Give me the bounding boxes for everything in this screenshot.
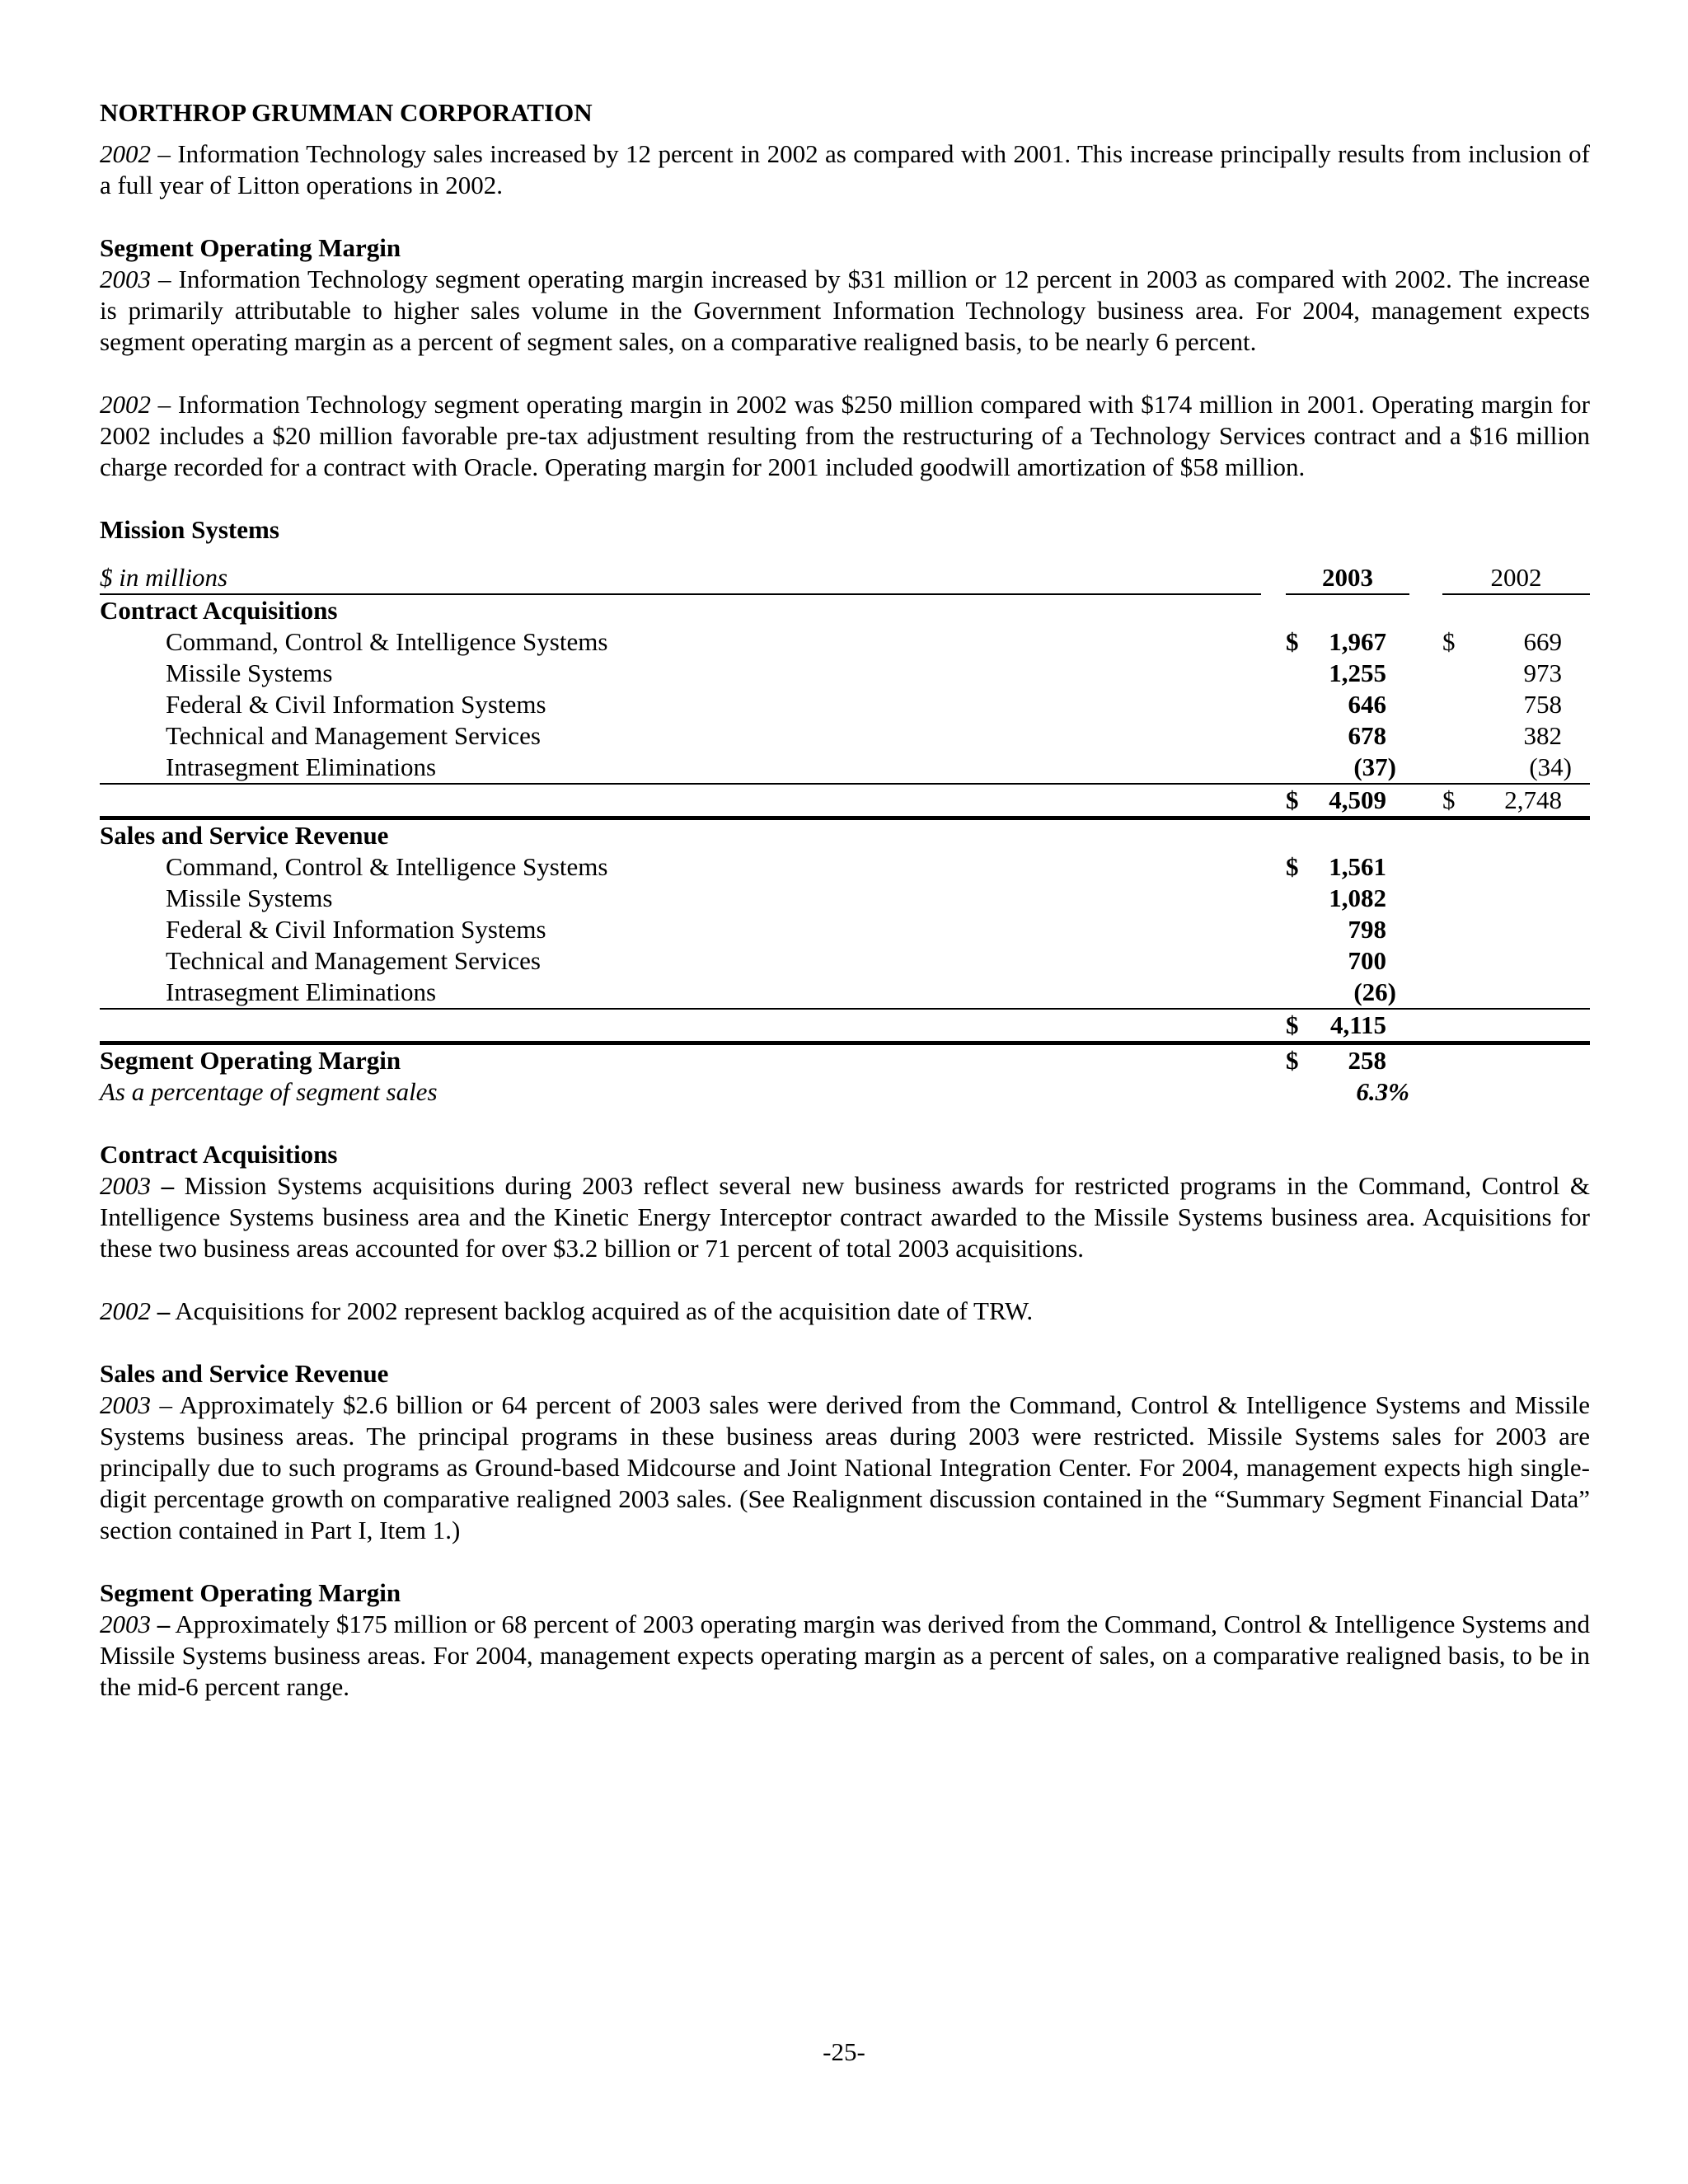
table-header-row bbox=[100, 562, 1590, 594]
currency-symbol bbox=[1286, 883, 1319, 914]
currency-symbol: $ bbox=[1286, 627, 1299, 656]
currency-symbol: $ bbox=[1286, 1046, 1299, 1075]
value-2002: 2,748 bbox=[1475, 784, 1590, 818]
year-label: 2003 bbox=[100, 265, 151, 293]
table-row bbox=[100, 851, 1590, 883]
value-2003: 1,561 bbox=[1329, 852, 1386, 881]
paragraph-text: Mission Systems acquisitions during 2003 reflect several new business awards for restricted programs in the Command, Control & Intelligence Systems business area and the Kinetic Energy Interceptor contract awarded to the Missile Systems business area. Acquisitions for these two business areas accounted for over $3.2 billion or 71 percent of total 2003 acquisitions. bbox=[100, 1171, 1591, 1263]
table-row-label: Intrasegment Eliminations bbox=[100, 752, 1261, 784]
year-label: 2002 bbox=[100, 1296, 151, 1325]
table-margin-row bbox=[100, 1043, 1590, 1077]
table-row-label: Missile Systems bbox=[166, 658, 333, 687]
value-2003: 798 bbox=[1348, 915, 1386, 944]
currency-symbol: $ bbox=[1442, 784, 1475, 818]
acq-paragraph-2002: 2002 – Acquisitions for 2002 represent backlog acquired as of the acquisition date of TRW. bbox=[100, 1296, 1034, 1325]
section-heading: Segment Operating Margin bbox=[100, 233, 401, 262]
paragraph-text: Information Technology segment operating margin in 2002 was $250 million compared with $174 million in 2001. Operating margin for 2002 includes a $20 million favorable pre-tax adjustment resulting from the restructuring of a Technology Services contract and a $16 million charge recorded for a contract with Oracle. Operating margin for 2001 included goodwill amortization of $58 million. bbox=[100, 390, 1591, 481]
table-row-label: Technical and Management Services bbox=[166, 946, 541, 975]
value-2003: 678 bbox=[1348, 721, 1386, 750]
year-label: 2003 bbox=[100, 1610, 151, 1638]
table-section-row bbox=[100, 818, 1590, 852]
table-section-row bbox=[100, 594, 1590, 626]
table-row bbox=[100, 945, 1590, 977]
table-row-label: Federal & Civil Information Systems bbox=[166, 690, 546, 719]
table-row-label: Federal & Civil Information Systems bbox=[166, 915, 546, 944]
value-2002: 382 bbox=[1523, 721, 1562, 750]
currency-symbol bbox=[1286, 977, 1319, 1009]
value-2003: (37) bbox=[1319, 752, 1409, 784]
rev-paragraph-2003: 2003 – Approximately $2.6 billion or 64 percent of 2003 sales were derived from the Command, Control & Intelligence Systems and Missile Systems business areas. The principal programs in these business areas during 2003 were restricted. Missile Systems sales for 2003 are principally due to such programs as Ground-based Midcourse and Joint National Integration Center. For 2004, management expects high single-digit percentage growth on comparative realigned 2003 sales. (See Realignment discussion contained in the “Summary Segment Financial Data” section contained in Part I, Item 1.) bbox=[100, 1390, 1591, 1544]
table-row-label: Segment Operating Margin bbox=[100, 1046, 401, 1075]
section-heading: Contract Acquisitions bbox=[100, 1140, 338, 1169]
currency-symbol: $ bbox=[1286, 1009, 1319, 1043]
paragraph-text: Information Technology segment operating margin increased by $31 million or 12 percent in 2003 as compared with 2002. The increase is primarily attributable to higher sales volume in the Government Information Technology business area. For 2004, management expects segment operating margin as a percent of segment sales, on a comparative realigned basis, to be nearly 6 percent. bbox=[100, 265, 1590, 356]
paragraph-text: Approximately $2.6 billion or 64 percent of 2003 sales were derived from the Command, Control & Intelligence Systems and Missile Systems business areas. The principal programs in these business areas during 2003 were restricted. Missile Systems sales for 2003 are principally due to such programs as Ground-based Midcourse and Joint National Integration Center. For 2004, management expects high single-digit percentage growth on comparative realigned 2003 sales. (See Realignment discussion contained in the “Summary Segment Financial Data” section contained in Part I, Item 1.) bbox=[100, 1390, 1591, 1544]
value-2002: 669 bbox=[1523, 627, 1562, 656]
table-row-label: As a percentage of segment sales bbox=[100, 1077, 438, 1106]
table-row bbox=[100, 914, 1590, 945]
acq-paragraph-2003: 2003 – Mission Systems acquisitions during 2003 reflect several new business awards for restricted programs in the Command, Control & Intelligence Systems business area and the Kinetic Energy Interceptor contract awarded to the Missile Systems business area. Acquisitions for these two business areas accounted for over $3.2 billion or 71 percent of total 2003 acquisitions. bbox=[100, 1171, 1591, 1263]
table-row-label: Command, Control & Intelligence Systems bbox=[166, 852, 608, 881]
currency-symbol bbox=[1286, 945, 1319, 977]
paragraph-text: Approximately $175 million or 68 percent of 2003 operating margin was derived from the Command, Control & Intelligence Systems and Missile Systems business areas. For 2004, management expects operating margin as a percent of sales, on a comparative realigned basis, to be in the mid-6 percent range. bbox=[100, 1610, 1591, 1701]
currency-symbol bbox=[1286, 720, 1319, 752]
margin-paragraph-2003: 2003 – Approximately $175 million or 68 percent of 2003 operating margin was derived from the Command, Control & Intelligence Systems and Missile Systems business areas. For 2004, management expects operating margin as a percent of sales, on a comparative realigned basis, to be in the mid-6 percent range. bbox=[100, 1610, 1591, 1701]
mission-systems-table bbox=[100, 562, 1590, 1108]
year-label: 2003 bbox=[100, 1390, 151, 1419]
it-margin-paragraph-2002: 2002 – Information Technology segment operating margin in 2002 was $250 million compared with $174 million in 2001. Operating margin for 2002 includes a $20 million favorable pre-tax adjustment resulting from the restructuring of a Technology Services contract and a $16 million charge recorded for a contract with Oracle. Operating margin for 2001 included goodwill amortization of $58 million. bbox=[100, 390, 1591, 481]
intro-paragraph: 2002 – Information Technology sales increased by 12 percent in 2002 as compared with 2001. This increase principally results from inclusion of a full year of Litton operations in 2002. bbox=[100, 139, 1590, 199]
currency-symbol bbox=[1442, 752, 1475, 784]
units-label: $ in millions bbox=[100, 562, 1261, 594]
table-row bbox=[100, 658, 1590, 689]
currency-symbol bbox=[1286, 914, 1319, 945]
section-heading: Sales and Service Revenue bbox=[100, 1359, 389, 1388]
value-2002: 973 bbox=[1523, 658, 1562, 687]
value-2003: 1,255 bbox=[1329, 658, 1386, 687]
paragraph-text: Acquisitions for 2002 represent backlog acquired as of the acquisition date of TRW. bbox=[175, 1296, 1034, 1325]
currency-symbol: $ bbox=[1442, 627, 1456, 656]
value-2003: 258 bbox=[1348, 1046, 1386, 1075]
currency-symbol bbox=[1442, 689, 1475, 720]
table-total-row bbox=[100, 1009, 1590, 1043]
currency-symbol bbox=[1442, 720, 1475, 752]
currency-symbol bbox=[1286, 689, 1319, 720]
paragraph-text: Information Technology sales increased by 12 percent in 2002 as compared with 2001. This increase principally results from inclusion of a full year of Litton operations in 2002. bbox=[100, 139, 1590, 199]
table-row bbox=[100, 720, 1590, 752]
company-title: NORTHROP GRUMMAN CORPORATION bbox=[100, 98, 593, 127]
table-row-label: Intrasegment Eliminations bbox=[100, 977, 1261, 1009]
table-row-label: Command, Control & Intelligence Systems bbox=[166, 627, 608, 656]
currency-symbol: $ bbox=[1286, 852, 1299, 881]
value-2002: 758 bbox=[1523, 690, 1562, 719]
column-header-2002: 2002 bbox=[1442, 562, 1590, 594]
table-section-label: Contract Acquisitions bbox=[100, 596, 338, 625]
table-row-label: Missile Systems bbox=[166, 883, 333, 912]
year-label: 2003 bbox=[100, 1171, 151, 1200]
section-heading: Segment Operating Margin bbox=[100, 1578, 401, 1607]
value-2003: 1,082 bbox=[1329, 883, 1386, 912]
value-2003: 700 bbox=[1348, 946, 1386, 975]
value-2002: (34) bbox=[1475, 752, 1590, 784]
table-row bbox=[100, 977, 1590, 1009]
table-row bbox=[100, 689, 1590, 720]
document-page bbox=[100, 97, 1590, 1703]
value-2003: 1,967 bbox=[1329, 627, 1386, 656]
table-row bbox=[100, 752, 1590, 784]
table-row bbox=[100, 883, 1590, 914]
table-total-row bbox=[100, 784, 1590, 818]
currency-symbol bbox=[1442, 658, 1475, 689]
currency-symbol bbox=[1286, 752, 1319, 784]
column-header-2003: 2003 bbox=[1286, 562, 1409, 594]
value-2003: 4,115 bbox=[1319, 1009, 1409, 1043]
year-label: 2002 bbox=[100, 139, 151, 168]
it-margin-paragraph-2003: 2003 – Information Technology segment operating margin increased by $31 million or 12 percent in 2003 as compared with 2002. The increase is primarily attributable to higher sales volume in the Government Information Technology business area. For 2004, management expects segment operating margin as a percent of segment sales, on a comparative realigned basis, to be nearly 6 percent. bbox=[100, 265, 1590, 356]
percentage-value: 6.3% bbox=[1356, 1077, 1409, 1106]
value-2003: (26) bbox=[1319, 977, 1409, 1009]
currency-symbol bbox=[1286, 658, 1319, 689]
value-2003: 646 bbox=[1348, 690, 1386, 719]
table-percentage-row bbox=[100, 1076, 1590, 1108]
table-row bbox=[100, 626, 1590, 658]
table-row-label: Technical and Management Services bbox=[166, 721, 541, 750]
currency-symbol: $ bbox=[1286, 784, 1319, 818]
section-heading: Mission Systems bbox=[100, 515, 279, 544]
value-2003: 4,509 bbox=[1319, 784, 1409, 818]
page-number: -25- bbox=[823, 2037, 865, 2066]
table-section-label: Sales and Service Revenue bbox=[100, 821, 389, 850]
year-label: 2002 bbox=[100, 390, 151, 419]
